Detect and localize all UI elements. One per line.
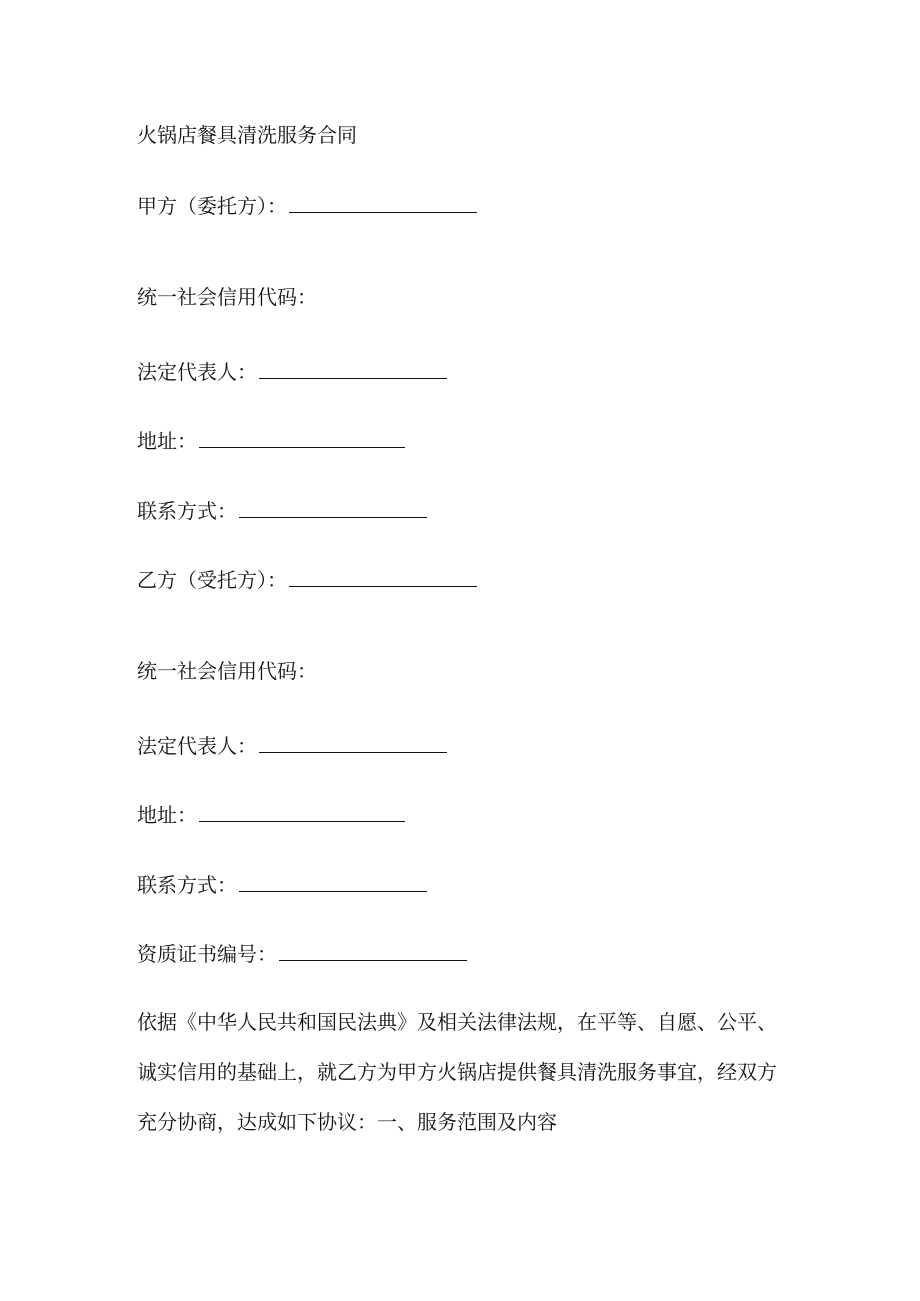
party-a-address-label: 地址：	[137, 429, 197, 453]
party-b-legal-rep-row	[137, 732, 447, 758]
preamble-line: 诚实信用的基础上，就乙方为甲方火锅店提供餐具清洗服务事宜，经双方	[137, 1060, 777, 1084]
party-b-credit-code-row	[137, 659, 317, 683]
party-b-certificate-row	[137, 940, 467, 966]
party-b-credit-code-label: 统一社会信用代码：	[137, 659, 317, 683]
party-a-contact-blank[interactable]	[239, 497, 427, 518]
party-b-legal-rep-label: 法定代表人：	[137, 734, 257, 758]
party-b-label: 乙方（受托方）：	[137, 568, 287, 592]
party-b-row	[137, 566, 477, 592]
party-b-contact-blank[interactable]	[239, 871, 427, 892]
party-a-contact-label: 联系方式：	[137, 499, 237, 523]
party-a-contact-row	[137, 497, 427, 523]
preamble-paragraph	[137, 1010, 797, 1160]
party-a-legal-rep-row	[137, 358, 447, 384]
party-b-contact-row	[137, 871, 427, 897]
party-b-contact-label: 联系方式：	[137, 873, 237, 897]
contract-title: 火锅店餐具清洗服务合同	[137, 123, 357, 147]
party-b-address-blank[interactable]	[199, 801, 405, 822]
party-a-credit-code-label: 统一社会信用代码：	[137, 285, 317, 309]
party-a-address-blank[interactable]	[199, 427, 405, 448]
preamble-line: 充分协商，达成如下协议：一、服务范围及内容	[137, 1110, 557, 1134]
party-b-address-row	[137, 801, 405, 827]
party-b-legal-rep-blank[interactable]	[259, 732, 447, 753]
party-b-address-label: 地址：	[137, 803, 197, 827]
party-a-credit-code-row	[137, 285, 317, 309]
party-b-blank[interactable]	[289, 566, 477, 587]
party-a-legal-rep-blank[interactable]	[259, 358, 447, 379]
party-a-row	[137, 192, 477, 218]
party-a-legal-rep-label: 法定代表人：	[137, 360, 257, 384]
party-a-label: 甲方（委托方）：	[137, 194, 287, 218]
preamble-line: 依据《中华人民共和国民法典》及相关法律法规，在平等、自愿、公平、	[137, 1010, 777, 1034]
party-b-certificate-blank[interactable]	[279, 940, 467, 961]
party-b-certificate-label: 资质证书编号：	[137, 942, 277, 966]
party-a-blank[interactable]	[289, 192, 477, 213]
party-a-address-row	[137, 427, 405, 453]
